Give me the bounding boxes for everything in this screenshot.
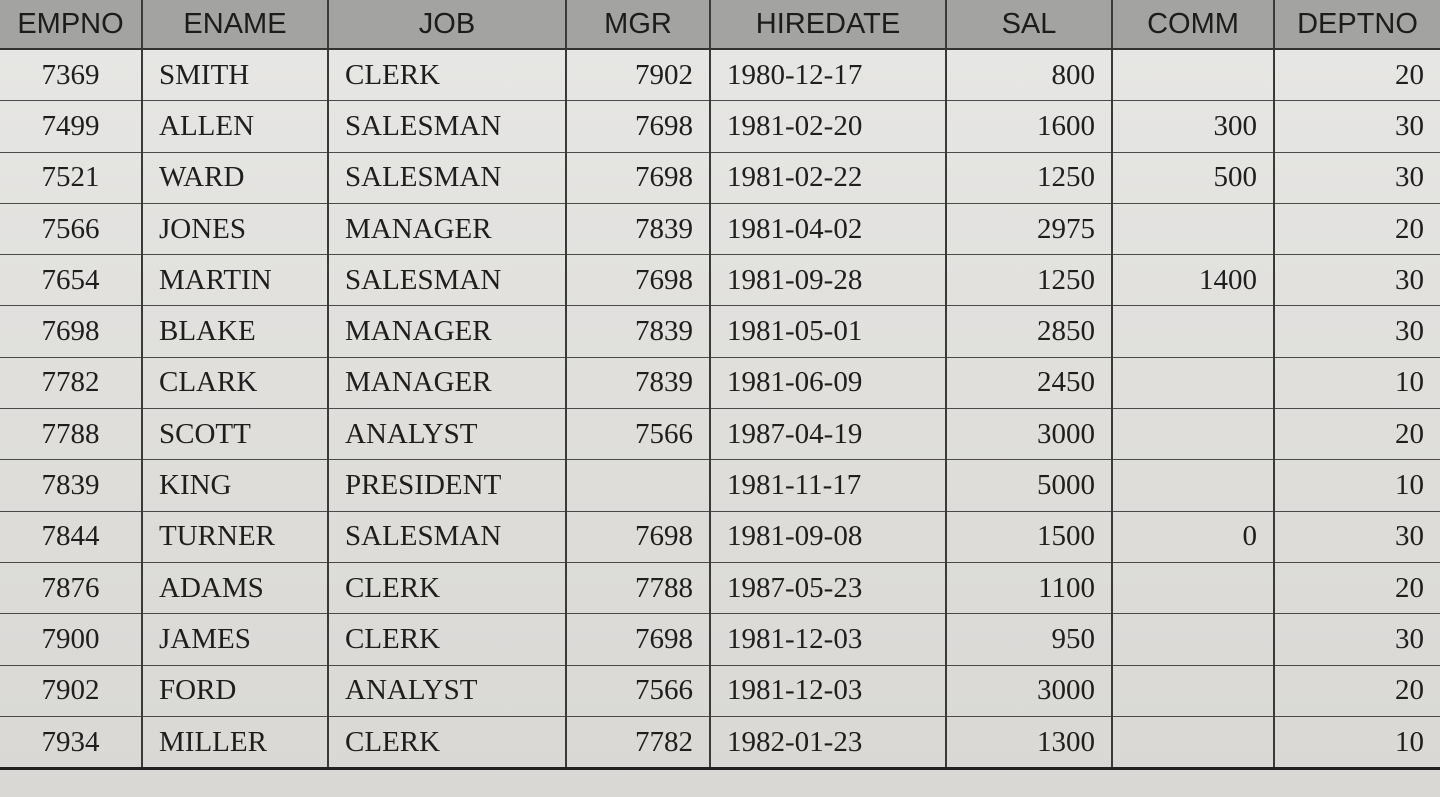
cell-mgr: 7698 [566,152,710,203]
cell-ename: BLAKE [142,306,328,357]
column-header-mgr: MGR [566,0,710,49]
cell-dept: 30 [1274,101,1440,152]
cell-comm [1112,614,1274,665]
cell-mgr: 7698 [566,255,710,306]
cell-comm [1112,665,1274,716]
column-header-ename: ENAME [142,0,328,49]
cell-hire: 1982-01-23 [710,716,946,768]
cell-dept: 10 [1274,460,1440,511]
cell-ename: FORD [142,665,328,716]
cell-mgr: 7782 [566,716,710,768]
table-row [0,614,1440,665]
table-row [0,101,1440,152]
cell-job: PRESIDENT [328,460,566,511]
cell-job: CLERK [328,49,566,101]
table-row [0,665,1440,716]
cell-job: ANALYST [328,665,566,716]
cell-mgr: 7839 [566,357,710,408]
cell-comm: 0 [1112,511,1274,562]
cell-job: MANAGER [328,306,566,357]
cell-job: MANAGER [328,203,566,254]
cell-comm [1112,203,1274,254]
cell-ename: MARTIN [142,255,328,306]
cell-empno: 7654 [0,255,142,306]
cell-empno: 7698 [0,306,142,357]
cell-job: CLERK [328,562,566,613]
cell-empno: 7902 [0,665,142,716]
table-row [0,49,1440,101]
cell-comm: 300 [1112,101,1274,152]
cell-dept: 30 [1274,614,1440,665]
column-header-hiredate: HIREDATE [710,0,946,49]
cell-mgr [566,460,710,511]
cell-ename: WARD [142,152,328,203]
cell-hire: 1980-12-17 [710,49,946,101]
table-row [0,255,1440,306]
cell-sal: 5000 [946,460,1112,511]
cell-sal: 800 [946,49,1112,101]
cell-empno: 7839 [0,460,142,511]
table-row [0,306,1440,357]
cell-ename: SMITH [142,49,328,101]
cell-empno: 7876 [0,562,142,613]
cell-hire: 1987-05-23 [710,562,946,613]
cell-ename: TURNER [142,511,328,562]
cell-mgr: 7698 [566,614,710,665]
cell-empno: 7521 [0,152,142,203]
table-row [0,562,1440,613]
cell-empno: 7788 [0,409,142,460]
cell-sal: 1300 [946,716,1112,768]
cell-mgr: 7902 [566,49,710,101]
cell-sal: 2450 [946,357,1112,408]
column-header-job: JOB [328,0,566,49]
cell-ename: JAMES [142,614,328,665]
cell-dept: 30 [1274,152,1440,203]
cell-ename: MILLER [142,716,328,768]
column-header-deptno: DEPTNO [1274,0,1440,49]
cell-empno: 7844 [0,511,142,562]
cell-hire: 1981-02-20 [710,101,946,152]
cell-mgr: 7839 [566,306,710,357]
cell-dept: 20 [1274,562,1440,613]
cell-ename: SCOTT [142,409,328,460]
cell-job: SALESMAN [328,152,566,203]
cell-job: SALESMAN [328,255,566,306]
column-header-comm: COMM [1112,0,1274,49]
cell-dept: 20 [1274,203,1440,254]
cell-job: ANALYST [328,409,566,460]
cell-empno: 7934 [0,716,142,768]
cell-hire: 1981-12-03 [710,665,946,716]
cell-comm [1112,460,1274,511]
table-row [0,511,1440,562]
cell-dept: 10 [1274,716,1440,768]
cell-job: SALESMAN [328,101,566,152]
cell-sal: 1500 [946,511,1112,562]
cell-mgr: 7839 [566,203,710,254]
cell-sal: 1100 [946,562,1112,613]
cell-dept: 30 [1274,511,1440,562]
cell-mgr: 7698 [566,511,710,562]
cell-ename: ADAMS [142,562,328,613]
cell-comm [1112,357,1274,408]
cell-comm [1112,409,1274,460]
cell-empno: 7499 [0,101,142,152]
cell-sal: 3000 [946,409,1112,460]
cell-hire: 1981-04-02 [710,203,946,254]
cell-ename: CLARK [142,357,328,408]
cell-sal: 2850 [946,306,1112,357]
cell-hire: 1987-04-19 [710,409,946,460]
table-row [0,716,1440,768]
cell-sal: 1250 [946,152,1112,203]
cell-job: CLERK [328,614,566,665]
cell-empno: 7782 [0,357,142,408]
cell-comm: 1400 [1112,255,1274,306]
cell-dept: 10 [1274,357,1440,408]
cell-dept: 30 [1274,306,1440,357]
table-row [0,152,1440,203]
cell-dept: 20 [1274,409,1440,460]
column-header-sal: SAL [946,0,1112,49]
cell-job: CLERK [328,716,566,768]
cell-ename: JONES [142,203,328,254]
cell-job: MANAGER [328,357,566,408]
cell-sal: 1250 [946,255,1112,306]
cell-hire: 1981-02-22 [710,152,946,203]
column-header-empno: EMPNO [0,0,142,49]
cell-ename: ALLEN [142,101,328,152]
cell-hire: 1981-09-28 [710,255,946,306]
cell-hire: 1981-11-17 [710,460,946,511]
cell-empno: 7369 [0,49,142,101]
cell-empno: 7900 [0,614,142,665]
cell-comm [1112,306,1274,357]
table-row [0,409,1440,460]
cell-mgr: 7566 [566,409,710,460]
cell-comm [1112,562,1274,613]
cell-sal: 3000 [946,665,1112,716]
cell-mgr: 7698 [566,101,710,152]
table-row [0,357,1440,408]
cell-job: SALESMAN [328,511,566,562]
cell-hire: 1981-05-01 [710,306,946,357]
cell-hire: 1981-06-09 [710,357,946,408]
cell-dept: 20 [1274,665,1440,716]
cell-hire: 1981-09-08 [710,511,946,562]
cell-sal: 1600 [946,101,1112,152]
header-row [0,0,1440,49]
cell-empno: 7566 [0,203,142,254]
cell-ename: KING [142,460,328,511]
cell-sal: 2975 [946,203,1112,254]
cell-comm: 500 [1112,152,1274,203]
table-row [0,203,1440,254]
cell-mgr: 7788 [566,562,710,613]
cell-comm [1112,716,1274,768]
cell-mgr: 7566 [566,665,710,716]
cell-sal: 950 [946,614,1112,665]
cell-comm [1112,49,1274,101]
table-row [0,460,1440,511]
cell-dept: 30 [1274,255,1440,306]
cell-hire: 1981-12-03 [710,614,946,665]
cell-dept: 20 [1274,49,1440,101]
